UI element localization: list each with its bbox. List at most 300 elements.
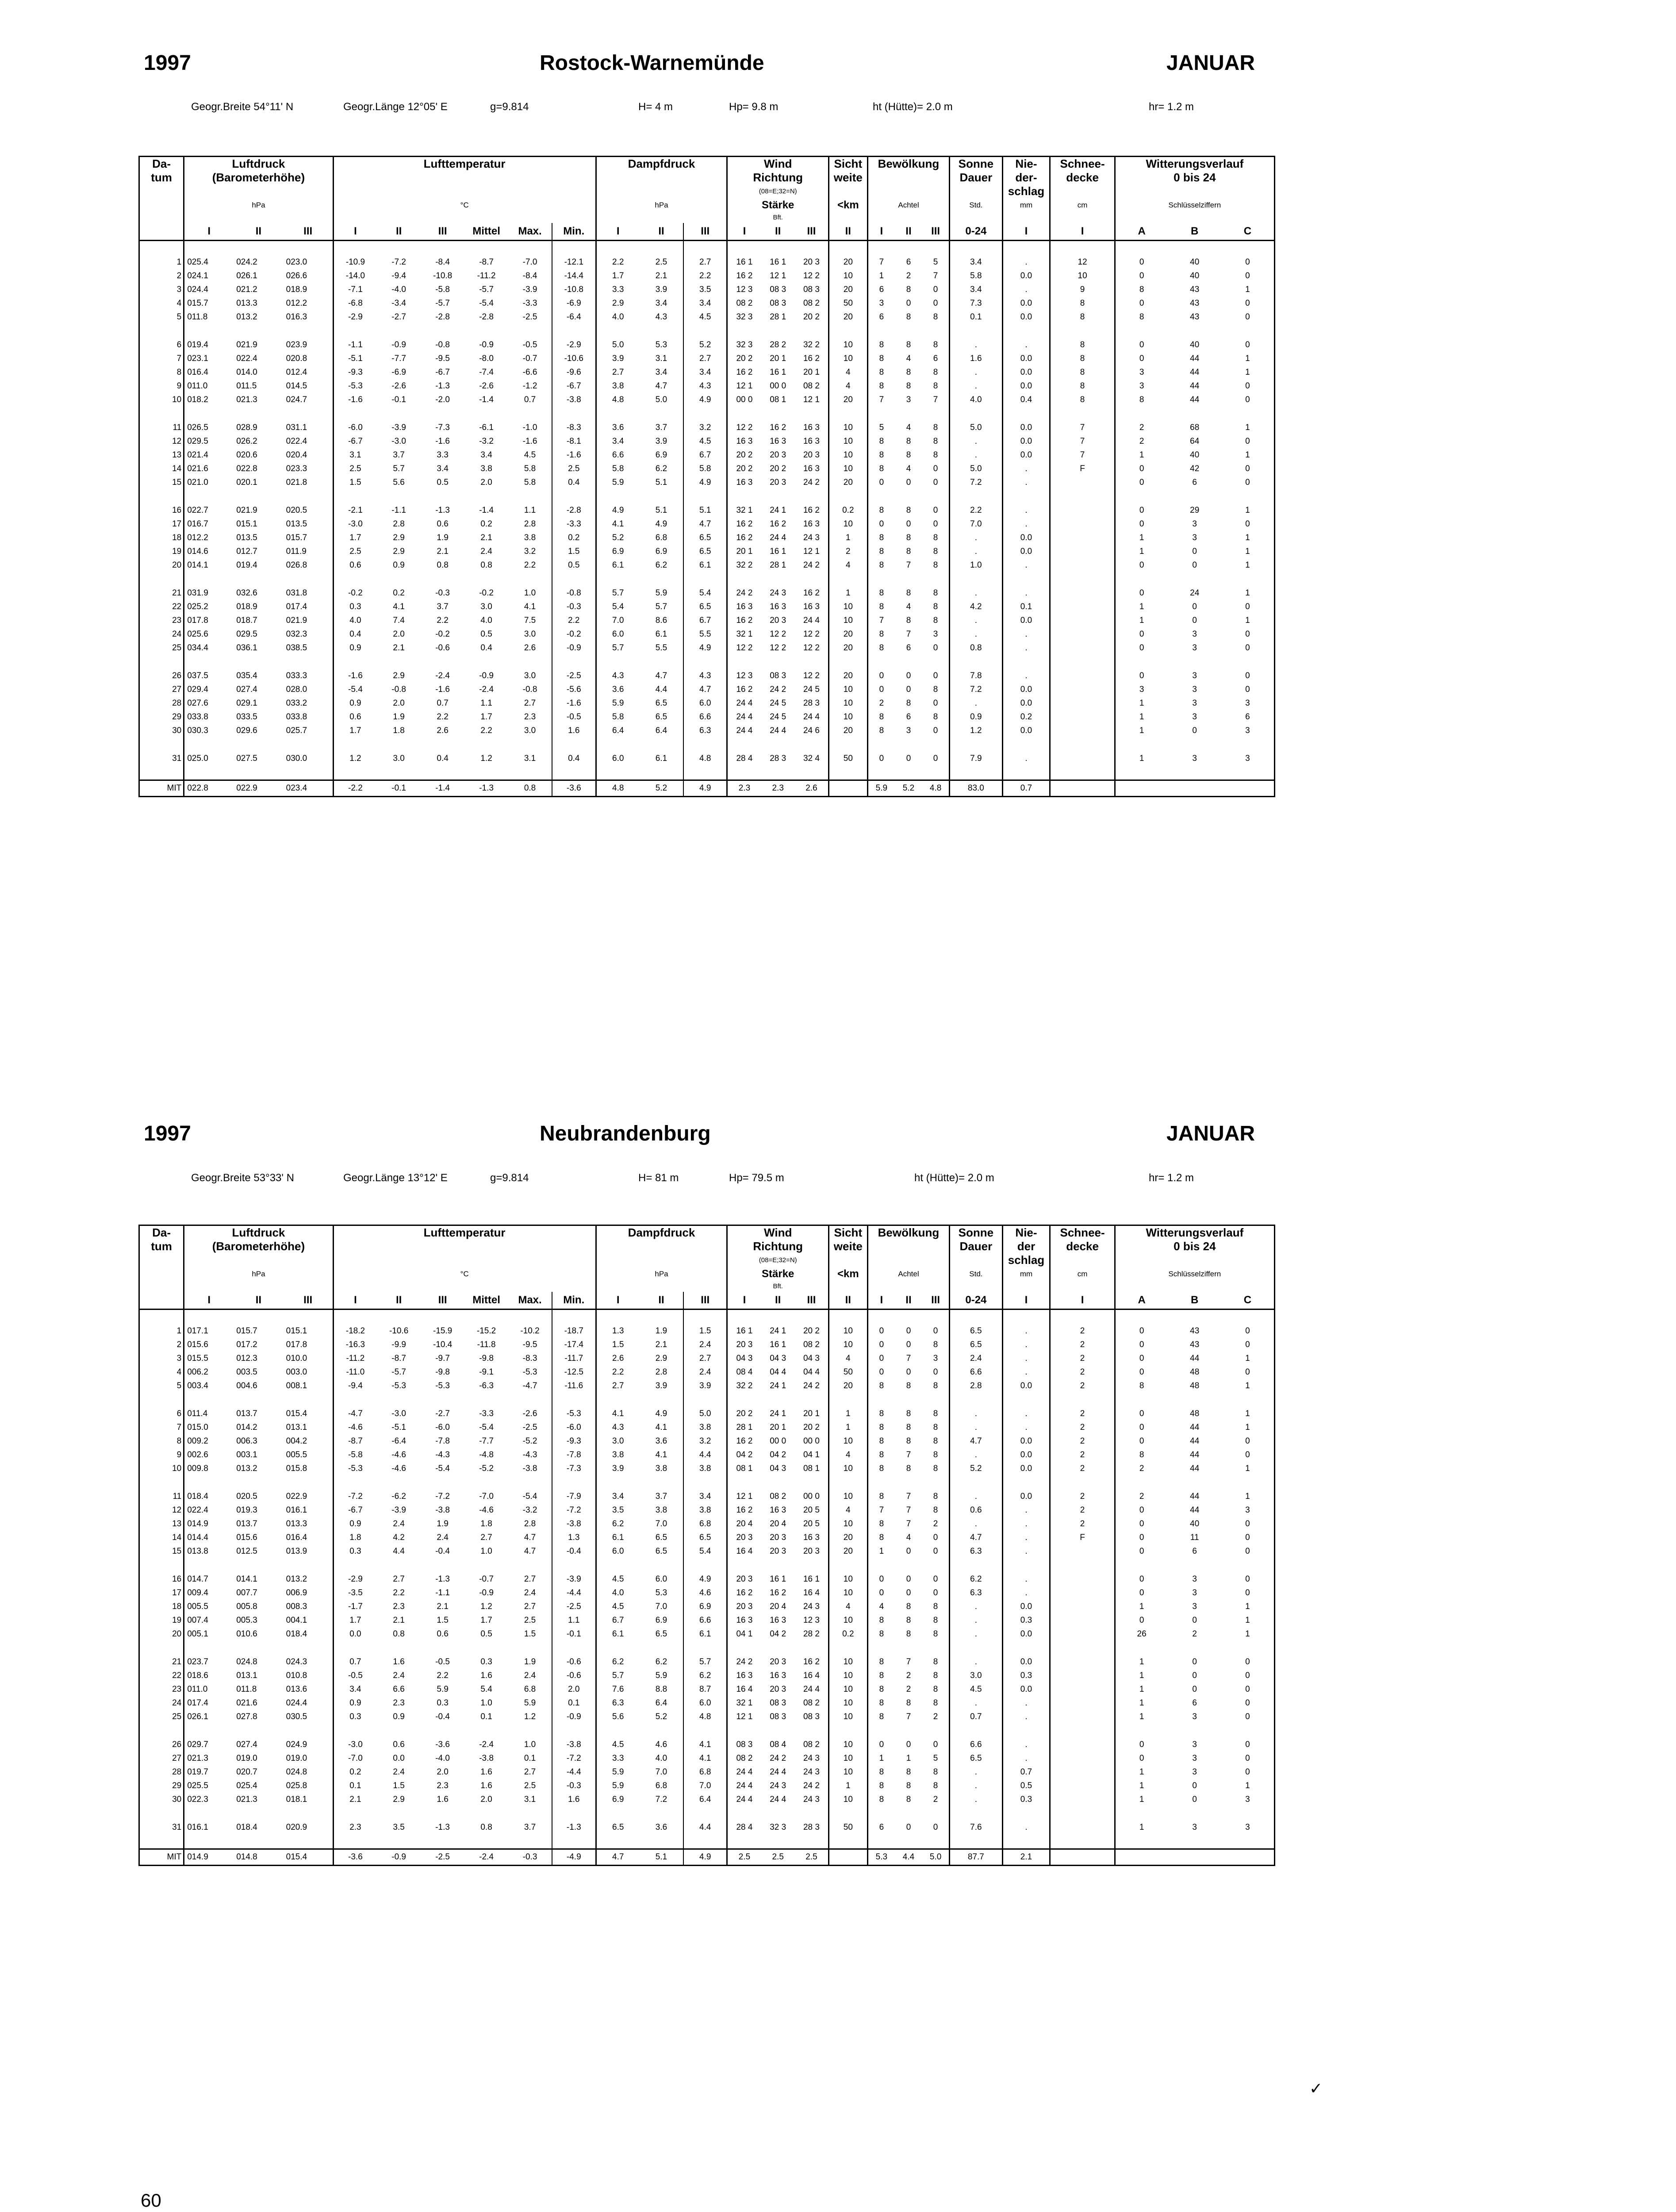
cell-col-4: 016.4	[286, 1533, 307, 1542]
geogr-laenge: Geogr.Länge 12°05' E	[343, 101, 448, 113]
table-row	[139, 421, 1275, 434]
cell-col-8: -7.7	[479, 1436, 494, 1446]
cell-col-11: 5.7	[596, 1669, 640, 1682]
cell-col-6: -0.9	[377, 1849, 421, 1866]
cell-col-2: 016.7	[184, 517, 234, 531]
cell-col-19: 8	[906, 547, 911, 556]
cell-col-18: 8	[867, 1407, 895, 1421]
cell-col-14: 2.5	[727, 1849, 761, 1866]
cell-col-3: 007.7	[236, 1588, 257, 1598]
cell-col-17: 10	[828, 1710, 867, 1724]
cell-col-7: 2.2	[437, 616, 449, 625]
spacer-cell	[1221, 1310, 1275, 1325]
cell-col-10: -0.3	[552, 1779, 596, 1793]
subheader-15: III	[795, 1292, 829, 1310]
cell-col-8: -7.4	[479, 368, 494, 377]
cell-col-21: 7.2	[950, 683, 1002, 696]
cell-col-10: -1.3	[552, 1820, 596, 1834]
spacer-cell	[234, 1475, 283, 1490]
cell-col-18: 5	[867, 421, 895, 434]
spacer-cell	[421, 1310, 464, 1325]
spacer-cell	[867, 1806, 895, 1820]
cell-col-4: 008.1	[286, 1381, 307, 1390]
spacer-cell	[922, 1310, 950, 1325]
subheader-4: I	[333, 1292, 377, 1310]
cell-col-23: 2	[1050, 1421, 1115, 1434]
cell-col-6: 4.4	[393, 1547, 405, 1556]
spacer-cell	[1168, 1641, 1221, 1655]
cell-col-25: 11	[1190, 1533, 1199, 1542]
cell-col-4: 010.8	[286, 1671, 307, 1680]
cell-col-7: -1.3	[435, 1823, 450, 1832]
cell-col-21: 3.4	[950, 255, 1002, 269]
cell-col-11: 2.7	[596, 365, 640, 379]
cell-col-21: 1.2	[950, 724, 1002, 737]
cell-col-2: 022.3	[184, 1793, 234, 1806]
table-row	[139, 1448, 1275, 1462]
cell-col-1: 28	[172, 699, 182, 708]
spacer-cell	[795, 324, 829, 338]
cell-col-1: 21	[172, 588, 182, 598]
cell-col-24: 0	[1115, 338, 1168, 352]
spacer-cell	[761, 324, 794, 338]
cell-col-5: 0.0	[333, 1627, 377, 1641]
cell-col-17: 10	[828, 1434, 867, 1448]
cell-col-7: -1.6	[435, 685, 450, 694]
cell-col-5: 0.1	[333, 1779, 377, 1793]
cell-col-23	[1050, 1655, 1115, 1669]
cell-col-22: .	[1002, 1544, 1050, 1558]
cell-col-20: 7	[933, 271, 938, 280]
cell-col-23	[1050, 476, 1115, 489]
cell-col-18: 0	[867, 1572, 895, 1586]
cell-col-18: 8	[867, 586, 895, 600]
cell-col-7: -4.0	[435, 1754, 450, 1763]
cell-col-15: 24 1	[770, 1326, 786, 1336]
spacer-cell	[867, 1834, 895, 1849]
spacer-cell	[950, 1641, 1002, 1655]
subheader-datum	[139, 1292, 184, 1310]
cell-col-6: -6.9	[391, 368, 406, 377]
spacer-cell	[867, 737, 895, 752]
cell-col-14: 12 2	[727, 641, 761, 655]
cell-col-10: -1.6	[552, 448, 596, 462]
spacer-cell	[727, 1558, 761, 1572]
cell-col-19: 8	[906, 1616, 911, 1625]
spacer-cell	[867, 1393, 895, 1407]
cell-col-14: 08 2	[727, 1751, 761, 1765]
cell-col-4: 030.0	[286, 754, 307, 763]
cell-col-20: 8	[933, 1340, 938, 1349]
cell-col-15: 16 3	[770, 602, 786, 611]
cell-col-7: -0.4	[435, 1547, 450, 1556]
cell-col-1: 17	[172, 519, 182, 529]
header-witterung-line-1: Witterungsverlauf	[1115, 1225, 1274, 1240]
cell-col-7: 0.4	[437, 754, 449, 763]
cell-col-26: 1	[1245, 450, 1250, 460]
cell-col-16: 2.5	[795, 1849, 829, 1866]
cell-col-12: 6.1	[655, 754, 667, 763]
cell-col-10: 0.4	[552, 752, 596, 765]
cell-col-12: 5.0	[655, 395, 667, 404]
cell-col-3: 021.3	[236, 395, 257, 404]
spacer-cell	[640, 1641, 683, 1655]
cell-col-2: 024.4	[184, 283, 234, 296]
cell-col-14: 16 2	[727, 614, 761, 627]
cell-col-24: 0	[1115, 1324, 1168, 1338]
cell-col-8: -6.3	[479, 1381, 494, 1390]
cell-col-12: 8.6	[655, 616, 667, 625]
cell-col-9: 3.0	[524, 630, 536, 639]
cell-col-11: 5.4	[596, 600, 640, 614]
spacer-cell	[464, 489, 508, 503]
cell-col-20: 0	[933, 1575, 938, 1584]
spacer-cell	[828, 1393, 867, 1407]
cell-col-15: 12 1	[770, 271, 786, 280]
cell-col-11: 2.7	[596, 1379, 640, 1393]
spacer-cell	[1050, 572, 1115, 586]
cell-col-10: -2.9	[552, 338, 596, 352]
cell-col-7: -1.3	[435, 506, 450, 515]
spacer-cell	[333, 655, 377, 669]
cell-col-20: 8	[933, 1450, 938, 1459]
cell-col-13: 6.8	[683, 1765, 727, 1779]
cell-col-16: 04 1	[803, 1450, 820, 1459]
spacer-cell	[1168, 324, 1221, 338]
spacer-cell	[895, 1641, 922, 1655]
cell-col-18: 8	[867, 641, 895, 655]
cell-col-15: 24 2	[770, 1754, 786, 1763]
spacer-cell	[421, 1558, 464, 1572]
spacer-cell	[508, 1806, 552, 1820]
cell-col-11: 5.0	[596, 338, 640, 352]
header-lufttemperatur-blank	[333, 184, 596, 198]
spacer-cell	[508, 1310, 552, 1325]
cell-col-15: 16 3	[770, 1505, 786, 1515]
cell-col-26: 1	[1245, 1409, 1250, 1418]
spacer-cell	[795, 407, 829, 421]
subheader-datum	[139, 223, 184, 241]
cell-col-6: 2.3	[393, 1602, 405, 1611]
cell-col-8: 1.7	[480, 1616, 492, 1625]
cell-col-8: 1.6	[480, 1781, 492, 1790]
spacer-cell	[1050, 1310, 1115, 1325]
cell-col-13: 6.9	[683, 1600, 727, 1613]
table-row	[139, 434, 1275, 448]
cell-col-17: 4	[828, 1600, 867, 1613]
cell-col-9: -0.8	[522, 685, 537, 694]
cell-col-17: 0.2	[828, 1627, 867, 1641]
cell-col-1: 25	[172, 1712, 182, 1721]
header-sonne-line-1: Sonne	[950, 157, 1002, 171]
cell-col-19: 6	[906, 257, 911, 267]
spacer-cell	[867, 1724, 895, 1738]
cell-col-22: .	[1002, 1324, 1050, 1338]
header-schnee-spacer	[1050, 212, 1115, 223]
cell-col-21: 6.6	[950, 1365, 1002, 1379]
cell-col-25: 64	[1190, 437, 1200, 446]
cell-col-17: 10	[828, 1696, 867, 1710]
cell-col-4: 018.4	[286, 1629, 307, 1639]
table-row	[139, 1613, 1275, 1627]
cell-col-4: 017.4	[286, 602, 307, 611]
cell-col-1: 5	[176, 312, 182, 322]
cell-col-7: -7.2	[435, 1492, 450, 1501]
spacer-cell	[139, 1806, 184, 1820]
cell-col-23: 2	[1050, 1379, 1115, 1393]
cell-col-13: 4.1	[683, 1751, 727, 1765]
cell-col-23	[1050, 1849, 1115, 1866]
cell-col-1: 26	[172, 1740, 182, 1749]
cell-col-26: 1	[1245, 588, 1250, 598]
cell-col-2: 029.4	[184, 683, 234, 696]
spacer-cell	[795, 489, 829, 503]
spacer-cell	[333, 1475, 377, 1490]
spacer-cell	[421, 1475, 464, 1490]
cell-col-23: 2	[1050, 1407, 1115, 1421]
cell-col-22: 0.5	[1002, 1779, 1050, 1793]
cell-col-4: 030.5	[286, 1712, 307, 1721]
header-wind-unit: Stärke	[727, 198, 828, 212]
cell-col-10: -7.3	[552, 1462, 596, 1475]
cell-col-26: 0	[1245, 1767, 1250, 1777]
cell-col-1: 16	[172, 1575, 182, 1584]
cell-col-15: 04 3	[770, 1464, 786, 1473]
cell-col-9: 3.2	[524, 547, 536, 556]
cell-col-6: 4.2	[393, 1533, 405, 1542]
spacer-cell	[922, 324, 950, 338]
cell-col-4: 015.1	[286, 1326, 307, 1336]
cell-col-20: 8	[933, 685, 938, 694]
cell-col-17: 1	[828, 1421, 867, 1434]
cell-col-25: 6	[1192, 1698, 1197, 1708]
cell-col-12: 3.1	[655, 354, 667, 363]
cell-col-2: 014.1	[184, 558, 234, 572]
cell-col-19: 8	[906, 450, 911, 460]
cell-col-14: 24 4	[727, 710, 761, 724]
cell-col-26: 1	[1245, 1781, 1250, 1790]
spacer-cell	[1002, 655, 1050, 669]
cell-col-26: 0	[1245, 1519, 1250, 1528]
cell-col-3: 013.5	[236, 533, 257, 542]
cell-col-5: -0.5	[333, 1669, 377, 1682]
table-row	[139, 1434, 1275, 1448]
cell-col-5: -9.3	[333, 365, 377, 379]
spacer-cell	[333, 489, 377, 503]
header-sonne-spacer	[950, 1281, 1002, 1292]
cell-col-13: 3.8	[683, 1421, 727, 1434]
cell-col-23: 2	[1050, 1434, 1115, 1448]
cell-col-26: 0	[1245, 1740, 1250, 1749]
cell-col-13: 4.5	[683, 434, 727, 448]
cell-col-25: 0	[1192, 1781, 1197, 1790]
cell-col-22: .	[1002, 1352, 1050, 1365]
cell-col-4: 022.9	[286, 1492, 307, 1501]
cell-col-14: 24 4	[727, 724, 761, 737]
cell-col-7: 1.9	[437, 1519, 449, 1528]
cell-col-11: 5.7	[596, 586, 640, 600]
header-schnee-line-1: Schnee-	[1050, 157, 1115, 171]
spacer-cell	[1050, 765, 1115, 780]
cell-col-23	[1050, 545, 1115, 558]
cell-col-14: 08 4	[727, 1365, 761, 1379]
subheader-8: Max.	[508, 1292, 552, 1310]
cell-col-24: 0	[1115, 476, 1168, 489]
gravity: g=9.814	[490, 101, 529, 113]
cell-col-24: 1	[1115, 1765, 1168, 1779]
spacer-cell	[828, 1834, 867, 1849]
cell-col-22: .	[1002, 752, 1050, 765]
cell-col-12: 6.9	[655, 1616, 667, 1625]
cell-col-3: 022.4	[236, 354, 257, 363]
cell-col-21: 6.5	[950, 1324, 1002, 1338]
spacer-cell	[895, 489, 922, 503]
cell-col-26: 1	[1245, 547, 1250, 556]
spacer-cell	[1050, 1641, 1115, 1655]
spacer-cell	[683, 1393, 727, 1407]
cell-col-8: -8.7	[479, 257, 494, 267]
mean-row	[139, 1849, 1275, 1866]
cell-col-22: .	[1002, 1751, 1050, 1765]
cell-col-17: 10	[828, 1572, 867, 1586]
cell-col-15: 20 3	[770, 1533, 786, 1542]
header-datum-spacer	[139, 1281, 184, 1292]
table-row	[139, 752, 1275, 765]
cell-col-23	[1050, 1710, 1115, 1724]
cell-col-18: 7	[867, 614, 895, 627]
cell-col-9: -1.2	[522, 381, 537, 391]
cell-col-3: 035.4	[236, 671, 257, 680]
spacer-cell	[552, 572, 596, 586]
cell-col-19: 0	[906, 1575, 911, 1584]
subheader-14: II	[761, 223, 794, 241]
subheader-25: C	[1221, 1292, 1275, 1310]
cell-col-6: 0.9	[393, 1712, 405, 1721]
cell-col-14: 08 2	[727, 296, 761, 310]
cell-col-24: 1	[1115, 696, 1168, 710]
cell-col-18: 4	[867, 1600, 895, 1613]
spacer-cell	[1221, 1393, 1275, 1407]
spacer-cell	[552, 1558, 596, 1572]
cell-col-3: 014.2	[236, 1423, 257, 1432]
header-bewoelkung-blank	[867, 171, 950, 184]
climate-table	[138, 1225, 1275, 1866]
cell-col-14: 16 3	[727, 600, 761, 614]
table-row	[139, 448, 1275, 462]
cell-col-20: 8	[933, 1464, 938, 1473]
header-schnee-blank	[1050, 1253, 1115, 1267]
cell-col-3: 021.9	[236, 506, 257, 515]
cell-col-16: 12 2	[803, 271, 820, 280]
cell-col-9: -9.5	[522, 1340, 537, 1349]
cell-col-14: 16 2	[727, 269, 761, 283]
cell-col-26: 0	[1245, 478, 1250, 487]
header-sicht-line-2: weite	[828, 171, 867, 184]
cell-col-13: 6.4	[683, 1793, 727, 1806]
header-datum-line-2: tum	[151, 171, 172, 184]
table-row	[139, 1352, 1275, 1365]
cell-col-8: 5.4	[480, 1685, 492, 1694]
header-niederschlag-line-1: Nie-	[1002, 157, 1050, 171]
cell-col-9: 2.3	[524, 712, 536, 722]
cell-col-17: 1	[828, 586, 867, 600]
spacer-cell	[922, 737, 950, 752]
cell-col-12: 4.4	[655, 685, 667, 694]
spacer-cell	[333, 1806, 377, 1820]
cell-col-24: 0	[1115, 1572, 1168, 1586]
page-number: 60	[141, 2190, 161, 2211]
spacer-cell	[950, 737, 1002, 752]
cell-col-7: 2.2	[437, 1671, 449, 1680]
spacer-cell	[950, 1475, 1002, 1490]
cell-col-13: 7.0	[683, 1779, 727, 1793]
cell-col-7: 0.3	[437, 1698, 449, 1708]
cell-col-15: 24 4	[770, 1795, 786, 1804]
cell-col-1: MIT	[139, 780, 184, 797]
cell-col-19: 7	[906, 1505, 911, 1515]
cell-col-15: 16 1	[770, 257, 786, 267]
cell-col-17: 10	[828, 1462, 867, 1475]
cell-col-2: 021.6	[184, 462, 234, 476]
cell-col-11: 4.8	[596, 780, 640, 797]
cell-col-24: 3	[1115, 683, 1168, 696]
header-sicht-blank	[828, 1253, 867, 1267]
cell-col-7: 3.3	[437, 450, 449, 460]
subheader-2: II	[234, 223, 283, 241]
cell-col-24: 0	[1115, 352, 1168, 365]
cell-col-3: 021.9	[236, 340, 257, 349]
cell-col-17: 10	[828, 352, 867, 365]
cell-col-12: 3.8	[655, 1464, 667, 1473]
cell-col-18: 1	[867, 1544, 895, 1558]
cell-col-19: 3	[906, 726, 911, 735]
cell-col-6: -0.9	[391, 340, 406, 349]
spacer-cell	[795, 241, 829, 256]
cell-col-14: 32 3	[727, 310, 761, 324]
spacer-cell	[184, 1834, 234, 1849]
spacer-cell	[333, 407, 377, 421]
cell-col-23: 2	[1050, 1462, 1115, 1475]
table-row	[139, 1738, 1275, 1751]
spacer-cell	[895, 765, 922, 780]
spacer-cell	[284, 407, 334, 421]
cell-col-12: 3.9	[655, 1381, 667, 1390]
cell-col-2: 017.4	[184, 1696, 234, 1710]
spacer-cell	[377, 765, 421, 780]
cell-col-10: -8.1	[552, 434, 596, 448]
table-row	[139, 365, 1275, 379]
cell-col-26: 3	[1245, 1795, 1250, 1804]
spacer-cell	[795, 1475, 829, 1490]
spacer-cell	[922, 655, 950, 669]
cell-col-21: 7.6	[950, 1820, 1002, 1834]
spacer-cell	[1115, 1475, 1168, 1490]
cell-col-19: 0	[906, 1823, 911, 1832]
cell-col-5: 0.3	[333, 1544, 377, 1558]
cell-col-4: 012.4	[286, 368, 307, 377]
table-row	[139, 1572, 1275, 1586]
cell-col-18: 5.9	[867, 780, 895, 797]
cell-col-9: -0.3	[508, 1849, 552, 1866]
cell-col-24: 1	[1115, 710, 1168, 724]
cell-col-15: 04 4	[770, 1367, 786, 1377]
spacer-cell	[761, 407, 794, 421]
cell-col-21: 5.2	[950, 1462, 1002, 1475]
cell-col-3: 015.6	[236, 1533, 257, 1542]
cell-col-16: 08 2	[803, 1340, 820, 1349]
cell-col-12: 3.6	[655, 1436, 667, 1446]
cell-col-11: 4.1	[596, 517, 640, 531]
